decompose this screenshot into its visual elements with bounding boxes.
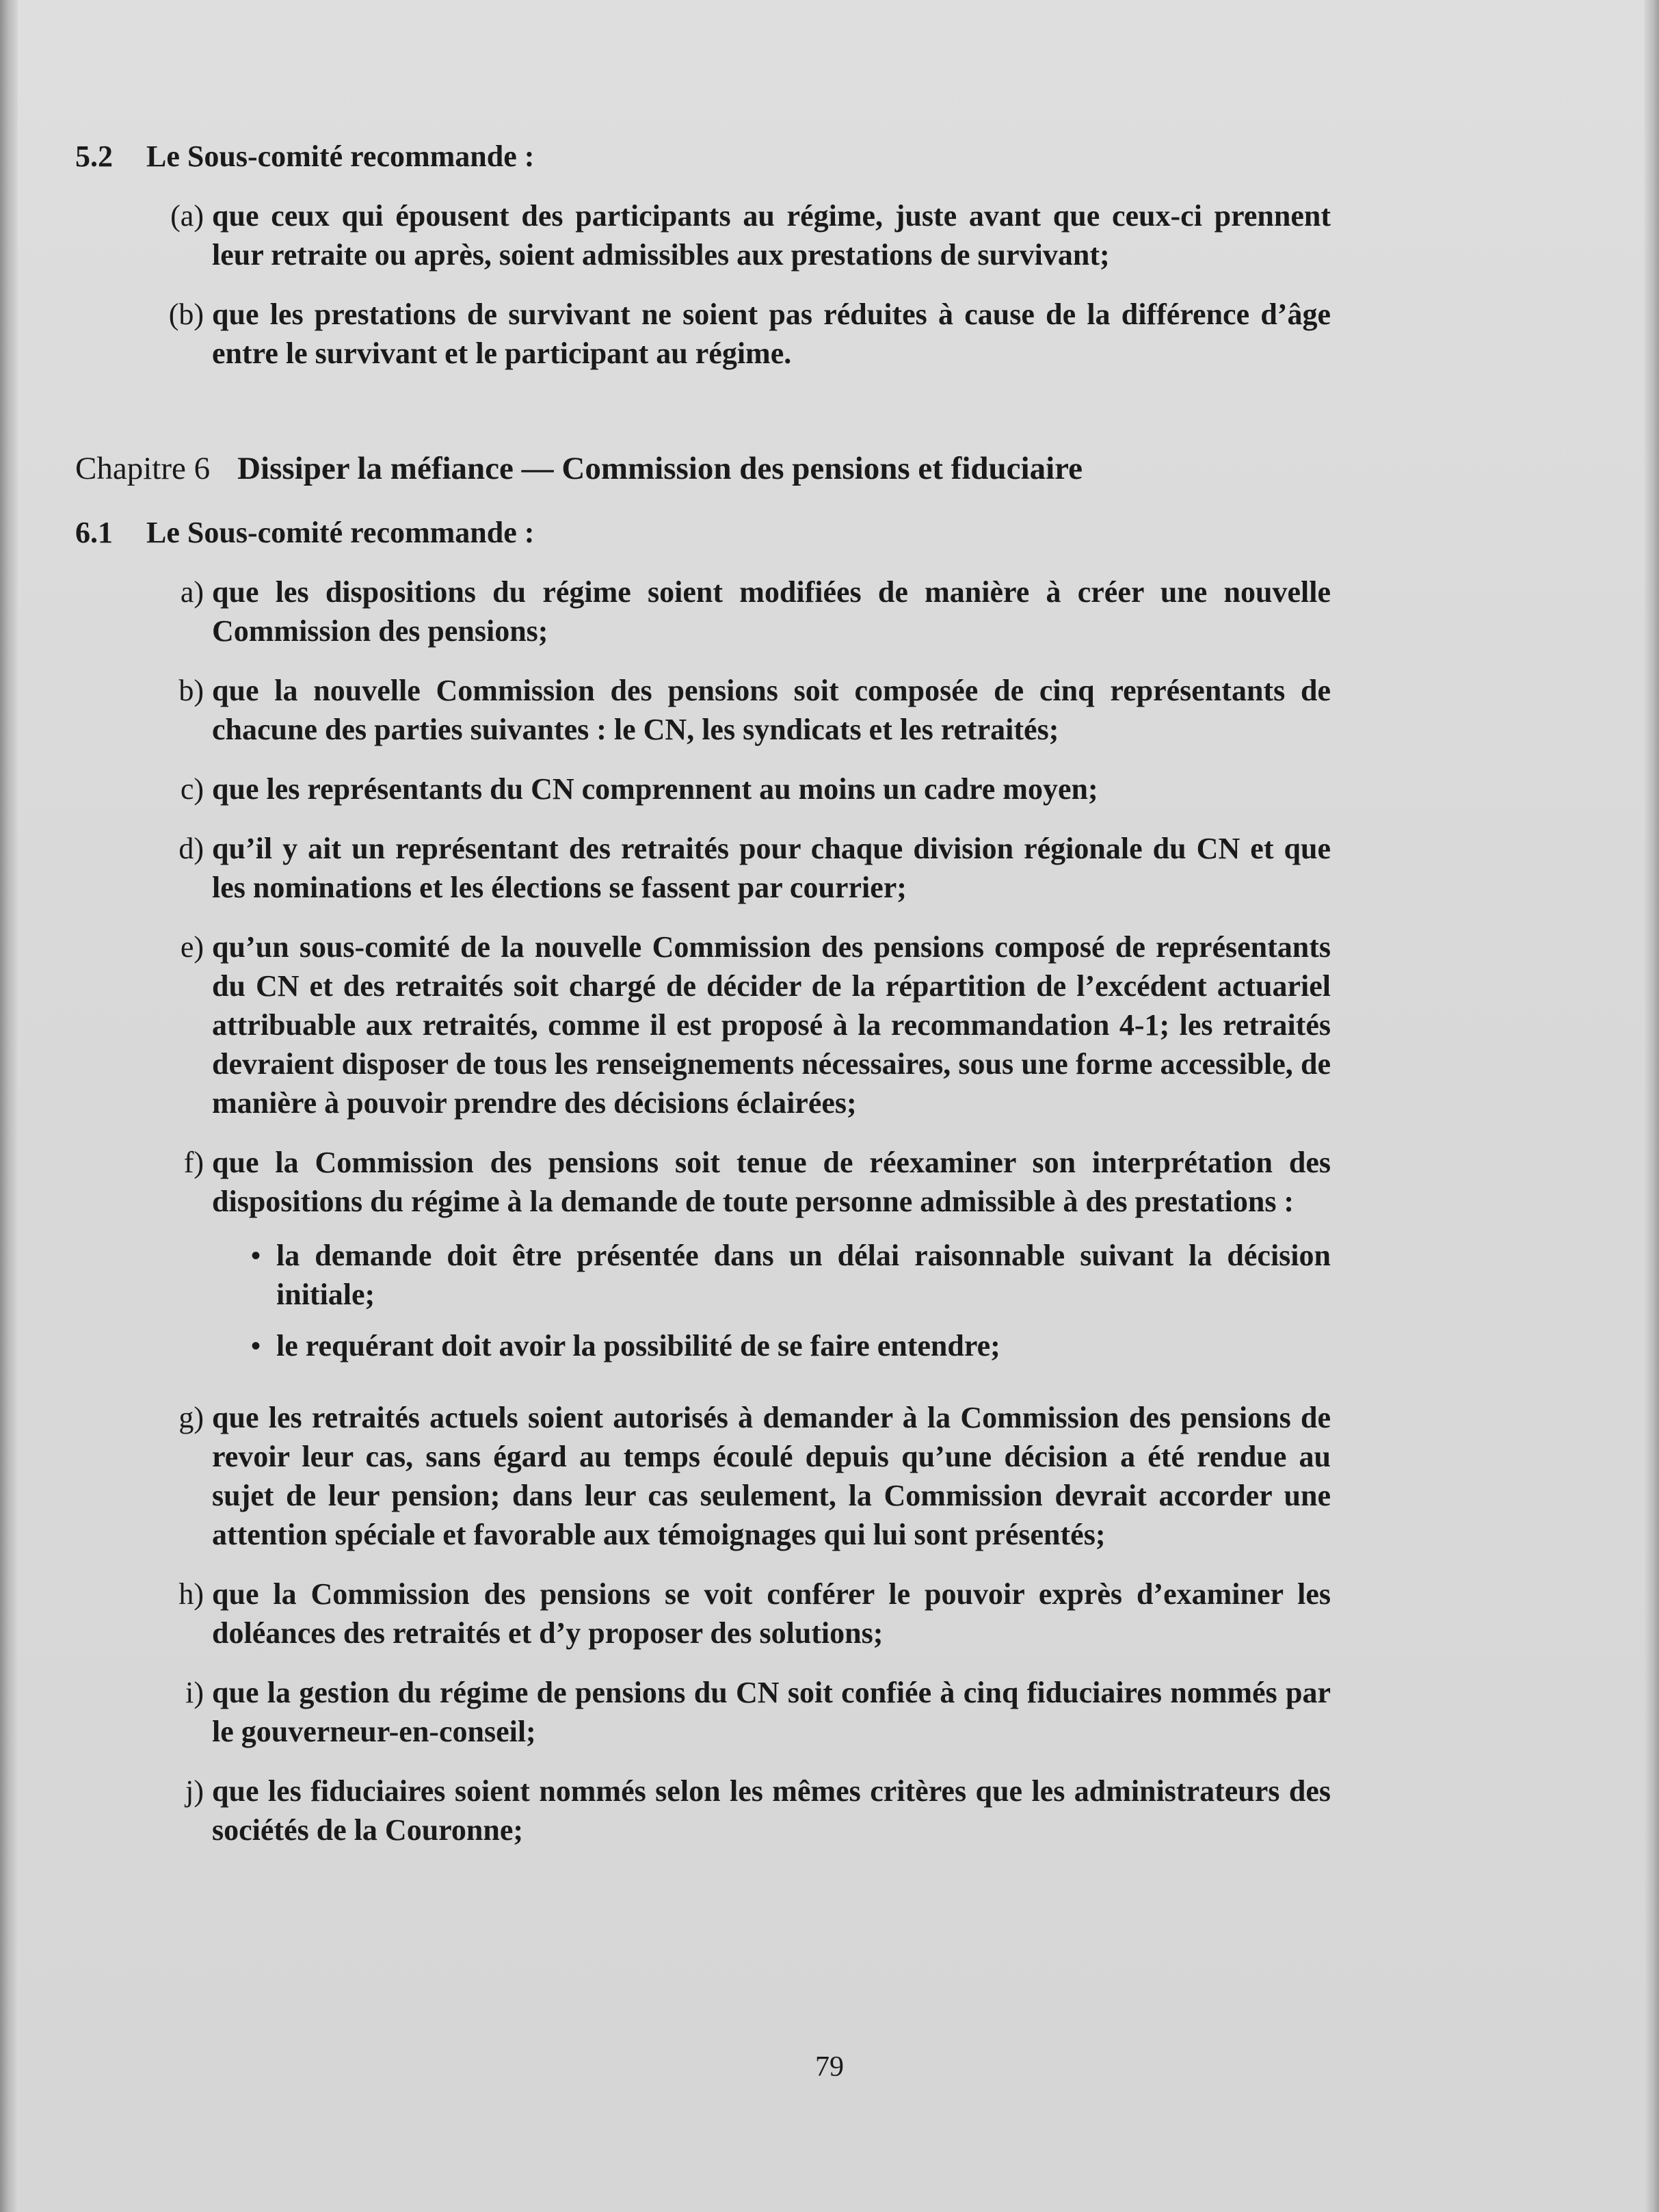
item-text: que les fiduciaires soient nommés selon les mêmes critères que les administrateurs des sociétés de la Couronne; [212,1774,1331,1847]
item-text: qu’un sous-comité de la nouvelle Commission des pensions composé de représentants du CN et des retraités soit chargé de décider de la répartition de l’excédent actuariel attribuable aux retraités, comme il est proposé à la recommandation 4-1; les retraités devraient disposer de tous les renseignements nécessaires, sous une forme accessible, de manière à pouvoir prendre des décisions éclairées; [212,930,1331,1120]
section-title: Le Sous-comité recommande : [146,140,535,173]
item-text: que la nouvelle Commission des pensions soit composée de cinq représentants de chacune des parties suivantes : le CN, les syndicats et les retraités; [212,674,1331,746]
item-label: a) [180,575,204,609]
item-label: i) [185,1676,204,1709]
item-label: (b) [168,298,204,331]
item-text: qu’il y ait un représentant des retraités pour chaque division régionale du CN et que les nominations et les élections se fassent par courrier; [212,832,1331,904]
recommendation-item [156,829,1331,907]
recommendation-item [156,572,1331,650]
item-text: que les prestations de survivant ne soient pas réduites à cause de la différence d’âge entre le survivant et le participant au régime. [212,298,1331,370]
section-number: 6.1 [75,516,113,549]
section-title: Le Sous-comité recommande : [146,516,535,549]
item-label: d) [178,832,204,865]
item-label: (a) [170,199,204,233]
page-number: 79 [815,2051,844,2083]
recommendation-item [156,927,1331,1122]
bullet-icon: • [250,1240,261,1271]
item-text: que la Commission des pensions se voit conférer le pouvoir exprès d’examiner les doléances des retraités et d’y proposer des solutions; [212,1577,1331,1650]
bullet-item [212,1236,1331,1314]
bullet-text: la demande doit être présentée dans un délai raisonnable suivant la décision initiale; [276,1239,1331,1311]
page-right-edge [1644,0,1659,2212]
item-text: que les représentants du CN comprennent au moins un cadre moyen; [212,772,1098,806]
section-heading-6-1 [75,513,1306,552]
item-text: que les retraités actuels soient autorisés à demander à la Commission des pensions de revoir leur cas, sans égard au temps écoulé depuis qu’une décision a été rendue au sujet de leur pension; dans leur cas seulement, la Commission devrait accorder une attention spéciale et favorable aux témoignages qui lui sont présentés; [212,1401,1331,1551]
item-label: j) [185,1774,204,1808]
section-number: 5.2 [75,140,113,173]
recommendation-item [156,1143,1331,1378]
item-body [212,1143,1331,1378]
item-text: que la Commission des pensions soit tenue de réexaminer son interprétation des dispositions du régime à la demande de toute personne admissible à des prestations : [212,1146,1331,1218]
recommendation-item [156,769,1331,808]
recommendation-item [156,1673,1331,1751]
item-label: f) [183,1146,204,1179]
chapter-label: Chapitre 6 [75,451,211,486]
item-label: h) [178,1577,204,1611]
bullet-icon: • [250,1330,261,1361]
item-label: b) [178,674,204,707]
section-6-1-items [156,572,1331,1849]
chapter-title: Dissiper la méfiance — Commission des pensions et fiduciaire [237,451,1083,486]
bullet-item [212,1326,1331,1365]
item-label: e) [180,930,204,964]
recommendation-item [156,671,1331,749]
chapter-heading [75,449,1306,488]
recommendation-item [156,1575,1331,1653]
bullet-list [212,1236,1331,1365]
section-5-2-items [156,196,1331,373]
recommendation-item [156,1772,1331,1849]
item-text: que la gestion du régime de pensions du CN soit confiée à cinq fiduciaires nommés par le gouverneur-en-conseil; [212,1676,1331,1748]
item-label: c) [180,772,204,806]
bullet-text: le requérant doit avoir la possibilité de se faire entendre; [276,1329,1000,1362]
page-left-edge [0,0,18,2212]
recommendation-item [156,295,1331,373]
recommendation-item [156,1398,1331,1554]
item-text: que ceux qui épousent des participants au régime, juste avant que ceux-ci prennent leur retraite ou après, soient admissibles aux prestations de survivant; [212,199,1331,272]
item-text: que les dispositions du régime soient modifiées de manière à créer une nouvelle Commission des pensions; [212,575,1331,648]
recommendation-item [156,196,1331,274]
section-heading-5-2 [75,137,1306,176]
document-body [75,137,1331,1870]
item-label: g) [178,1401,204,1434]
